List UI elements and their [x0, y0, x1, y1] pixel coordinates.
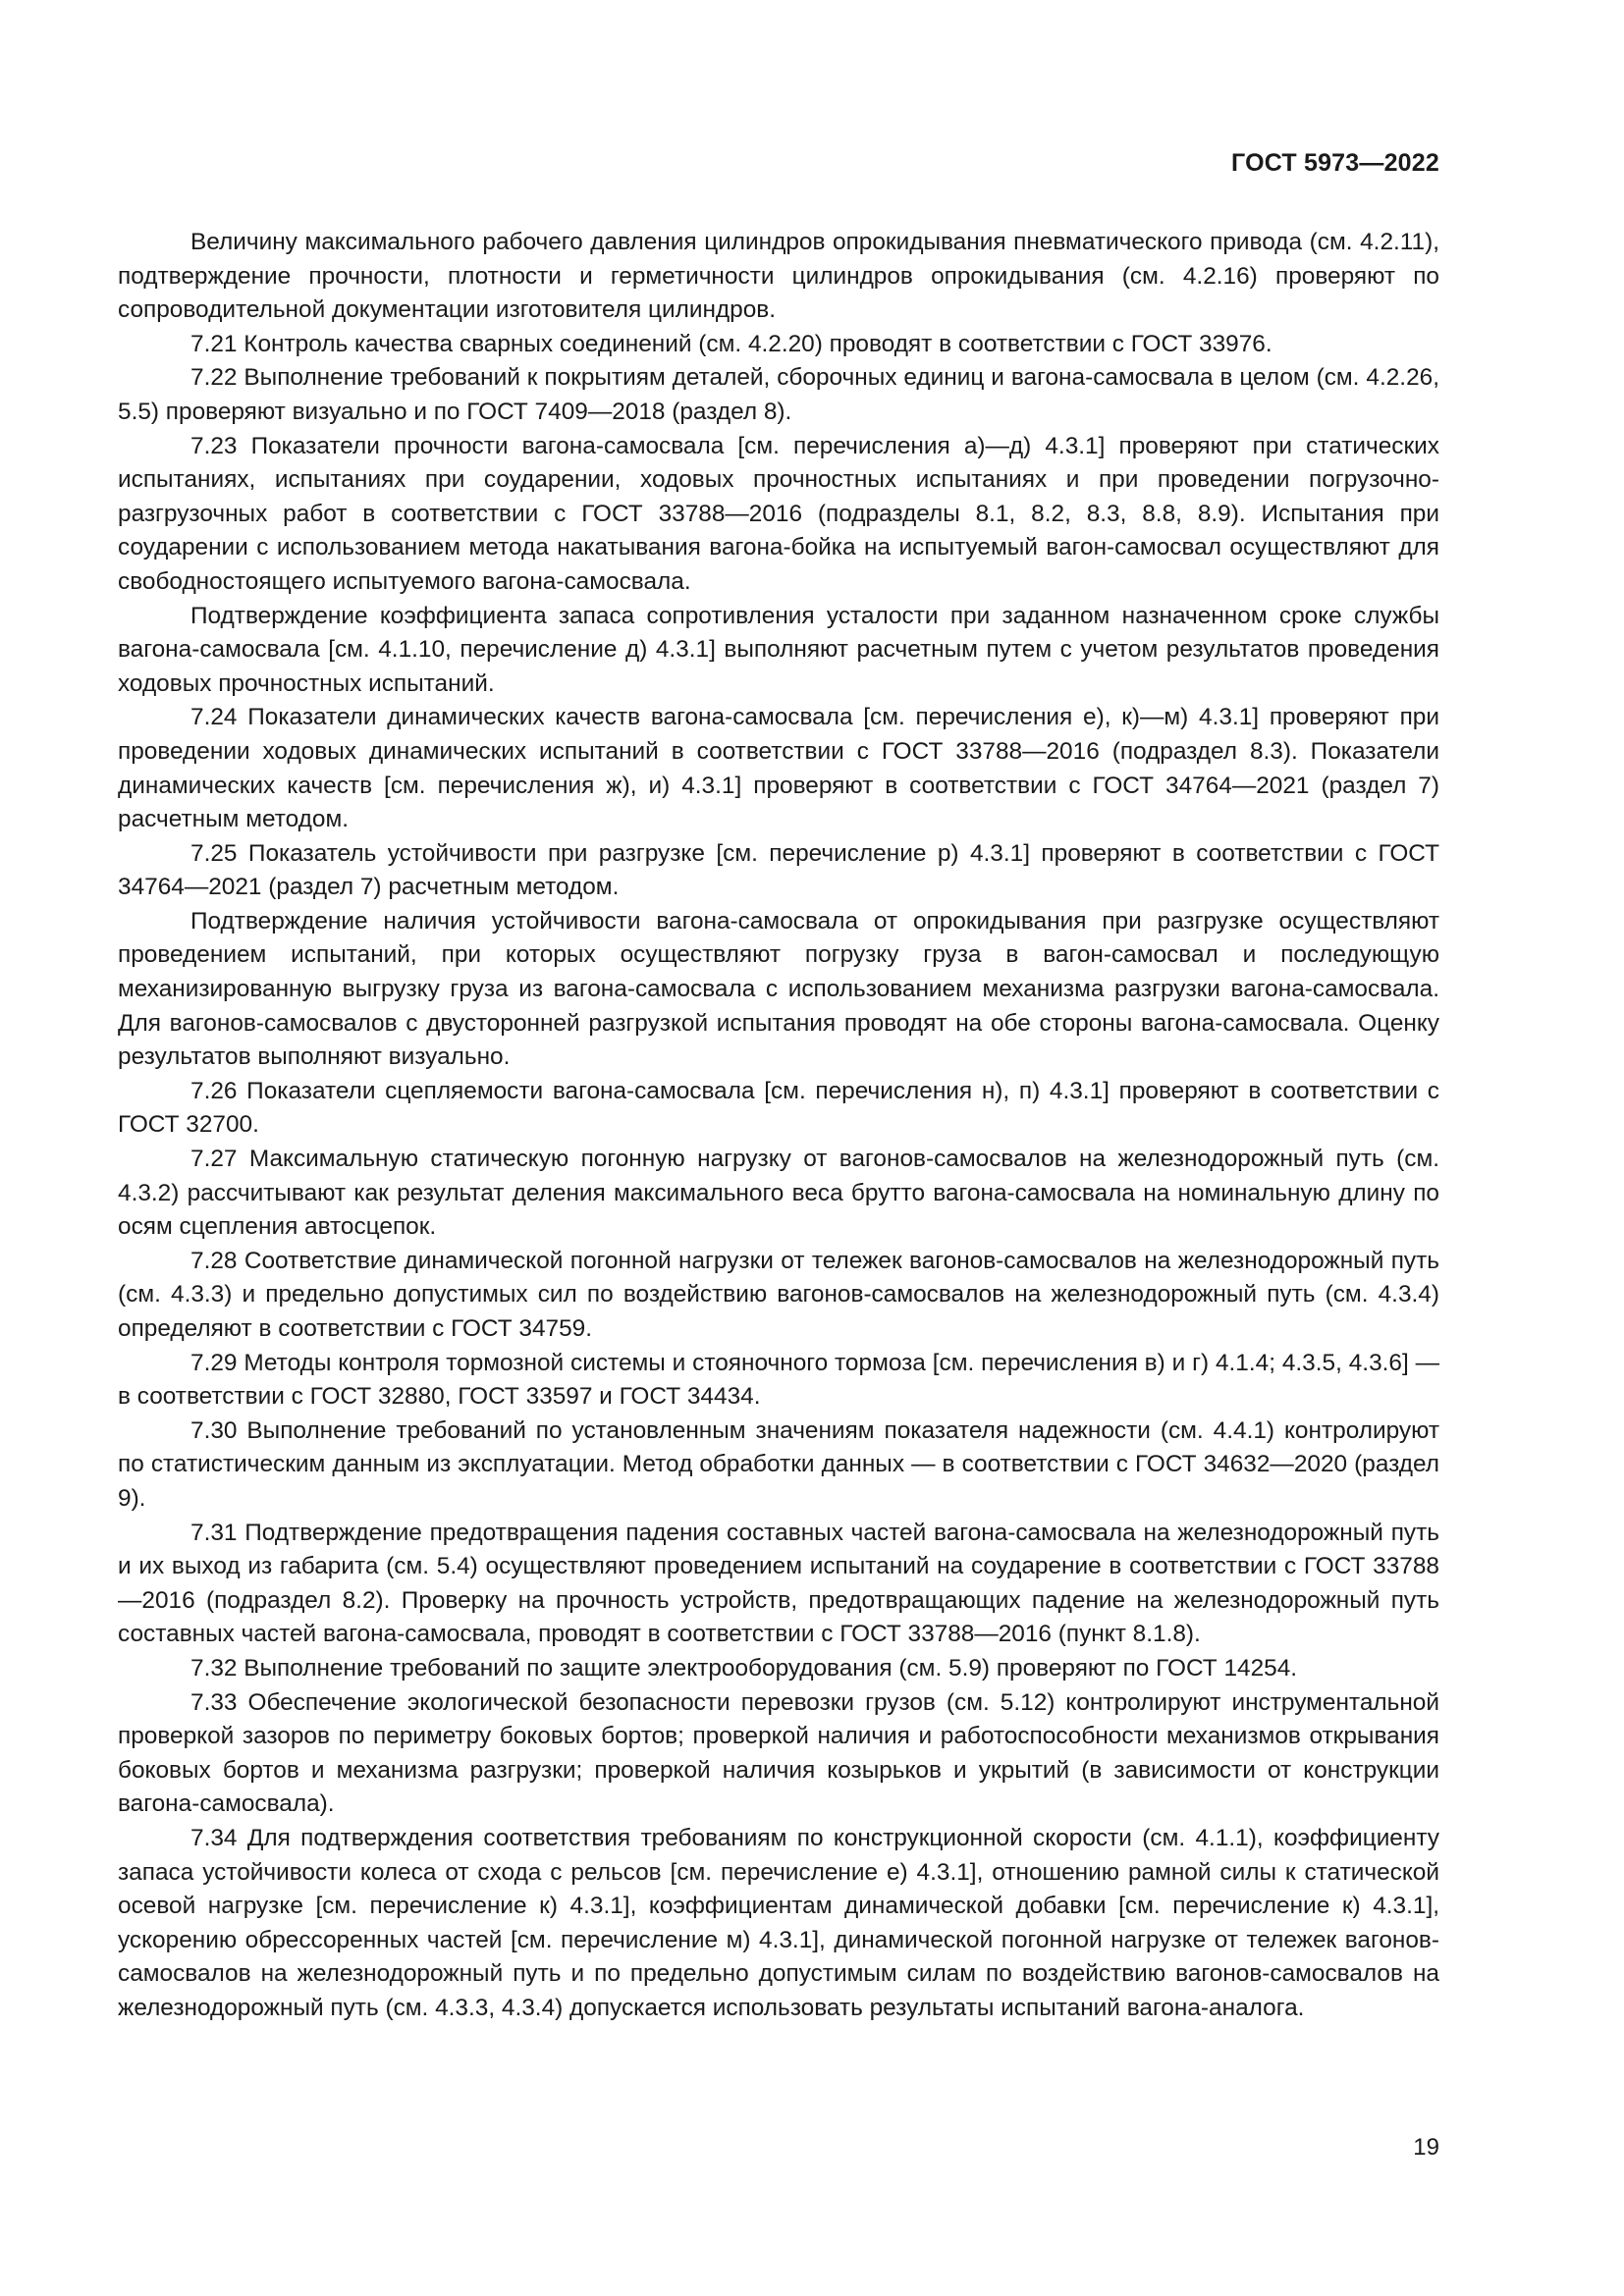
document-header-id: ГОСТ 5973—2022: [1231, 149, 1439, 177]
paragraph-7-21: 7.21 Контроль качества сварных соединений (см. 4.2.20) проводят в соответствии с ГОСТ 33976.: [190, 330, 1272, 357]
paragraph-fatigue-coefficient: Подтверждение коэффициента запаса сопротивления усталости при заданном назначенном сроке службы вагона-самосвала [см. 4.1.10, перечисление д) 4.3.1] выполняют расчетным путем с учетом результатов проведения ходовых прочностных испытаний.: [118, 602, 1439, 697]
paragraph-7-27: 7.27 Максимальную статическую погонную нагрузку от вагонов-самосвалов на железнодорожный путь (см. 4.3.2) рассчитывают как результат деления максимального веса брутто вагона-самосвала на номинальную длину по осям сцепления автосцепок.: [118, 1146, 1439, 1241]
paragraph-7-22: 7.22 Выполнение требований к покрытиям деталей, сборочных единиц и вагона-самосвала в целом (см. 4.2.26, 5.5) проверяют визуально и по ГОСТ 7409—2018 (раздел 8).: [118, 364, 1439, 425]
paragraph-7-31: 7.31 Подтверждение предотвращения падения составных частей вагона-самосвала на железнодорожный путь и их выход из габарита (см. 5.4) осуществляют проведением испытаний на соударение в соответствии с ГОСТ 33788—2016 (подраздел 8.2). Проверку на прочность устройств, предотвращающих падение на железнодорожный путь составных частей вагона-самосвала, проводят в соответствии с ГОСТ 33788—2016 (пункт 8.1.8).: [118, 1519, 1439, 1648]
paragraph-7-25: 7.25 Показатель устойчивости при разгрузке [см. перечисление р) 4.3.1] проверяют в соответствии с ГОСТ 34764—2021 (раздел 7) расчетным методом.: [118, 839, 1439, 901]
document-body: [118, 226, 1439, 2025]
paragraph-cylinder-pressure: Величину максимального рабочего давления цилиндров опрокидывания пневматического привода (см. 4.2.11), подтверждение прочности, плотности и герметичности цилиндров опрокидывания (см. 4.2.16) проверяют по сопроводительной документации изготовителя цилиндров.: [118, 229, 1439, 324]
paragraph-7-30: 7.30 Выполнение требований по установленным значениям показателя надежности (см. 4.4.1) контролируют по статистическим данным из эксплуатации. Метод обработки данных — в соответствии с ГОСТ 34632—2020 (раздел 9).: [118, 1416, 1439, 1512]
paragraph-overturn-stability: Подтверждение наличия устойчивости вагона-самосвала от опрокидывания при разгрузке осуществляют проведением испытаний, при которых осуществляют погрузку груза в вагон-самосвал и последующую механизированную выгрузку груза из вагона-самосвала с использованием механизма разгрузки вагона-самосвала. Для вагонов-самосвалов с двусторонней разгрузкой испытания проводят на обе стороны вагона-самосвала. Оценку результатов выполняют визуально.: [118, 907, 1439, 1071]
paragraph-7-28: 7.28 Соответствие динамической погонной нагрузки от тележек вагонов-самосвалов на железнодорожный путь (см. 4.3.3) и предельно допустимых сил по воздействию вагонов-самосвалов на железнодорожный путь (см. 4.3.4) определяют в соответствии с ГОСТ 34759.: [118, 1247, 1439, 1342]
paragraph-7-26: 7.26 Показатели сцепляемости вагона-самосвала [см. перечисления н), п) 4.3.1] проверяют в соответствии с ГОСТ 32700.: [118, 1077, 1439, 1139]
paragraph-7-23: 7.23 Показатели прочности вагона-самосвала [см. перечисления а)—д) 4.3.1] проверяют при статических испытаниях, испытаниях при соударении, ходовых прочностных испытаниях и при проведении погрузочно-разгрузочных работ в соответствии с ГОСТ 33788—2016 (подразделы 8.1, 8.2, 8.3, 8.8, 8.9). Испытания при соударении с использованием метода накатывания вагона-бойка на испытуемый вагон-самосвал осуществляют для свободностоящего испытуемого вагона-самосвала.: [118, 432, 1439, 595]
page-number: 19: [1413, 2134, 1439, 2161]
paragraph-7-29: 7.29 Методы контроля тормозной системы и стояночного тормоза [см. перечисления в) и г) 4.1.4; 4.3.5, 4.3.6] — в соответствии с ГОСТ 32880, ГОСТ 33597 и ГОСТ 34434.: [118, 1349, 1439, 1411]
paragraph-7-33: 7.33 Обеспечение экологической безопасности перевозки грузов (см. 5.12) контролируют инструментальной проверкой зазоров по периметру боковых бортов; проверкой наличия и работоспособности механизмов открывания боковых бортов и механизма разгрузки; проверкой наличия козырьков и укрытий (в зависимости от конструкции вагона-самосвала).: [118, 1688, 1439, 1818]
paragraph-7-32: 7.32 Выполнение требований по защите электрооборудования (см. 5.9) проверяют по ГОСТ 14254.: [190, 1654, 1298, 1682]
paragraph-7-24: 7.24 Показатели динамических качеств вагона-самосвала [см. перечисления е), к)—м) 4.3.1] проверяют при проведении ходовых динамических испытаний в соответствии с ГОСТ 33788—2016 (подраздел 8.3). Показатели динамических качеств [см. перечисления ж), и) 4.3.1] проверяют в соответствии с ГОСТ 34764—2021 (раздел 7) расчетным методом.: [118, 704, 1439, 833]
paragraph-7-34: 7.34 Для подтверждения соответствия требованиям по конструкционной скорости (см. 4.1.1), коэффициенту запаса устойчивости колеса от схода с рельсов [см. перечисление е) 4.3.1], отношению рамной силы к статической осевой нагрузке [см. перечисление к) 4.3.1], коэффициентам динамической добавки [см. перечисление к) 4.3.1], ускорению обрессоренных частей [см. перечисление м) 4.3.1], динамической погонной нагрузке от тележек вагонов-самосвалов на железнодорожный путь и по предельно допустимым силам по воздействию вагонов-самосвалов на железнодорожный путь (см. 4.3.3, 4.3.4) допускается использовать результаты испытаний вагона-аналога.: [118, 1824, 1439, 2021]
